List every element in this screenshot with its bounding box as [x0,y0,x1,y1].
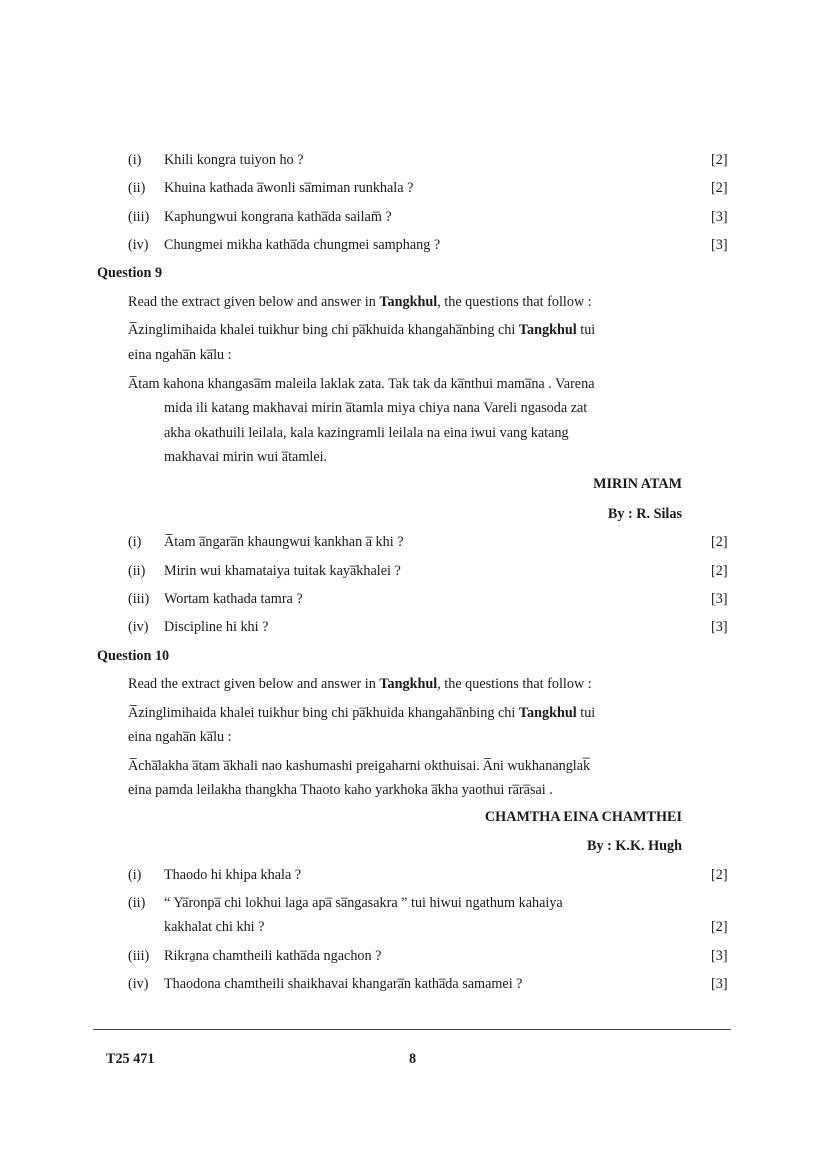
q10-item-4-number: (iv) [128,976,149,992]
q10-instruction-tail: , the questions that follow : [437,676,592,692]
page-number: 8 [409,1051,417,1067]
footer-paper-code: T25 471 [106,1051,155,1067]
q10-instruction-language: Tangkhul [379,676,438,692]
q9-heading: Question 9 [97,265,163,281]
q10-item-1-marks: [2] [711,867,728,883]
q9-alt-instruction-tail: tui [576,322,596,338]
q9-alt-instruction-text: A̅zinglimihaida khalei tuikhur bing chi pa̅khuida khangaha̅nbing chi [128,322,519,338]
q10-item-2-text: “ Ya̅ronpa̅ chi lokhui laga apa̅ sa̅ngasakra ” tui hiwui ngathum kahaiya [164,895,563,911]
q10-alt-instruction-text: A̅zinglimihaida khalei tuikhur bing chi pa̅khuida khangaha̅nbing chi [128,705,519,721]
q10-instruction [128,676,592,693]
q10-heading: Question 10 [97,648,170,664]
q9-item-2-marks: [2] [711,563,728,579]
q8-item-1-text: Khili kongra tuiyon ho ? [164,152,304,168]
q10-extract-line2: eina pamda leilakha thangkha Thaoto kaho yarkhoka a̅kha yaothui ra̅ra̅sai . [128,782,553,798]
q9-item-4-marks: [3] [711,619,728,635]
q9-item-2-number: (ii) [128,563,146,579]
q9-item-1-text: A̅tam a̅ngara̅n khaungwui kankhan a̅ khi ? [164,534,404,550]
q10-item-2-marks: [2] [711,919,728,935]
q10-item-2-number: (ii) [128,895,146,911]
q10-item-3-number: (iii) [128,948,150,964]
q9-item-4-number: (iv) [128,619,149,635]
q9-item-3-number: (iii) [128,591,150,607]
q10-source-title: CHAMTHA EINA CHAMTHEI [484,809,682,825]
q8-item-4-number: (iv) [128,237,149,253]
q10-alt-instruction-line1 [128,705,595,722]
q10-alt-instruction-tail: tui [576,705,596,721]
q9-item-1-number: (i) [128,534,142,550]
q9-instruction-text: Read the extract given below and answer in [128,294,380,310]
footer-divider [93,1029,731,1030]
q9-source-title: MIRIN ATAM [593,476,682,492]
q8-item-1-marks: [2] [711,152,728,168]
q10-item-1-number: (i) [128,867,142,883]
q9-instruction-tail: , the questions that follow : [437,294,592,310]
q10-alt-instruction-line2: eina ngaha̅n ka̅lu : [128,729,232,745]
q8-item-3-marks: [3] [711,209,728,225]
q9-item-4-text: Discipline hi khi ? [164,619,269,635]
q8-item-3-text: Kaphungwui kongrana katha̅da sailam̅ ? [164,209,392,225]
q9-alt-instruction-line2: eina ngaha̅n ka̅lu : [128,347,232,363]
q8-item-3-number: (iii) [128,209,150,225]
q10-item-4-text: Thaodona chamtheili shaikhavai khangara̅n katha̅da samamei ? [164,976,523,992]
q10-item-4-marks: [3] [711,976,728,992]
q9-alt-instruction-language: Tangkhul [518,322,577,338]
q10-item-2-text-continued: kakhalat chi khi ? [164,919,265,935]
q8-item-2-number: (ii) [128,180,146,196]
q10-extract-line1: A̅cha̅lakha a̅tam a̅khali nao kashumashi preigaharni okthuisai. A̅ni wukhananglak̅ [128,758,591,774]
q9-extract-line2: mida ili katang makhavai mirin a̅tamla miya chiya nana Vareli ngasoda zat [164,400,588,416]
q10-alt-instruction-language: Tangkhul [518,705,577,721]
q8-item-4-marks: [3] [711,237,728,253]
q10-item-3-text: Rikra̱na chamtheili katha̅da ngachon ? [164,948,382,964]
q9-extract-line3: akha okathuili leilala, kala kazingramli leilala na eina iwui vang katang [164,425,569,441]
q8-item-2-marks: [2] [711,180,728,196]
q9-item-2-text: Mirin wui khamataiya tuitak kaya̅khalei ? [164,563,401,579]
q9-extract-line1: A̅tam kahona khangasa̅m maleila laklak zata. Tak tak da ka̅nthui mama̅na . Varena [128,376,595,392]
q10-item-1-text: Thaodo hi khipa khala ? [164,867,302,883]
q9-item-3-marks: [3] [711,591,728,607]
q9-alt-instruction-line1 [128,322,595,339]
q10-source-author: By : K.K. Hugh [587,838,682,854]
q8-item-4-text: Chungmei mikha katha̅da chungmei samphang ? [164,237,441,253]
q9-source-author: By : R. Silas [607,506,682,522]
q10-item-3-marks: [3] [711,948,728,964]
q8-item-1-number: (i) [128,152,142,168]
q10-instruction-text: Read the extract given below and answer in [128,676,380,692]
q9-item-3-text: Wortam kathada tamra ? [164,591,303,607]
q9-instruction [128,294,592,311]
q9-item-1-marks: [2] [711,534,728,550]
q9-extract-line4: makhavai mirin wui a̅tamlei. [164,449,328,465]
q9-instruction-language: Tangkhul [379,294,438,310]
q8-item-2-text: Khuina kathada a̅wonli sa̅miman runkhala ? [164,180,414,196]
